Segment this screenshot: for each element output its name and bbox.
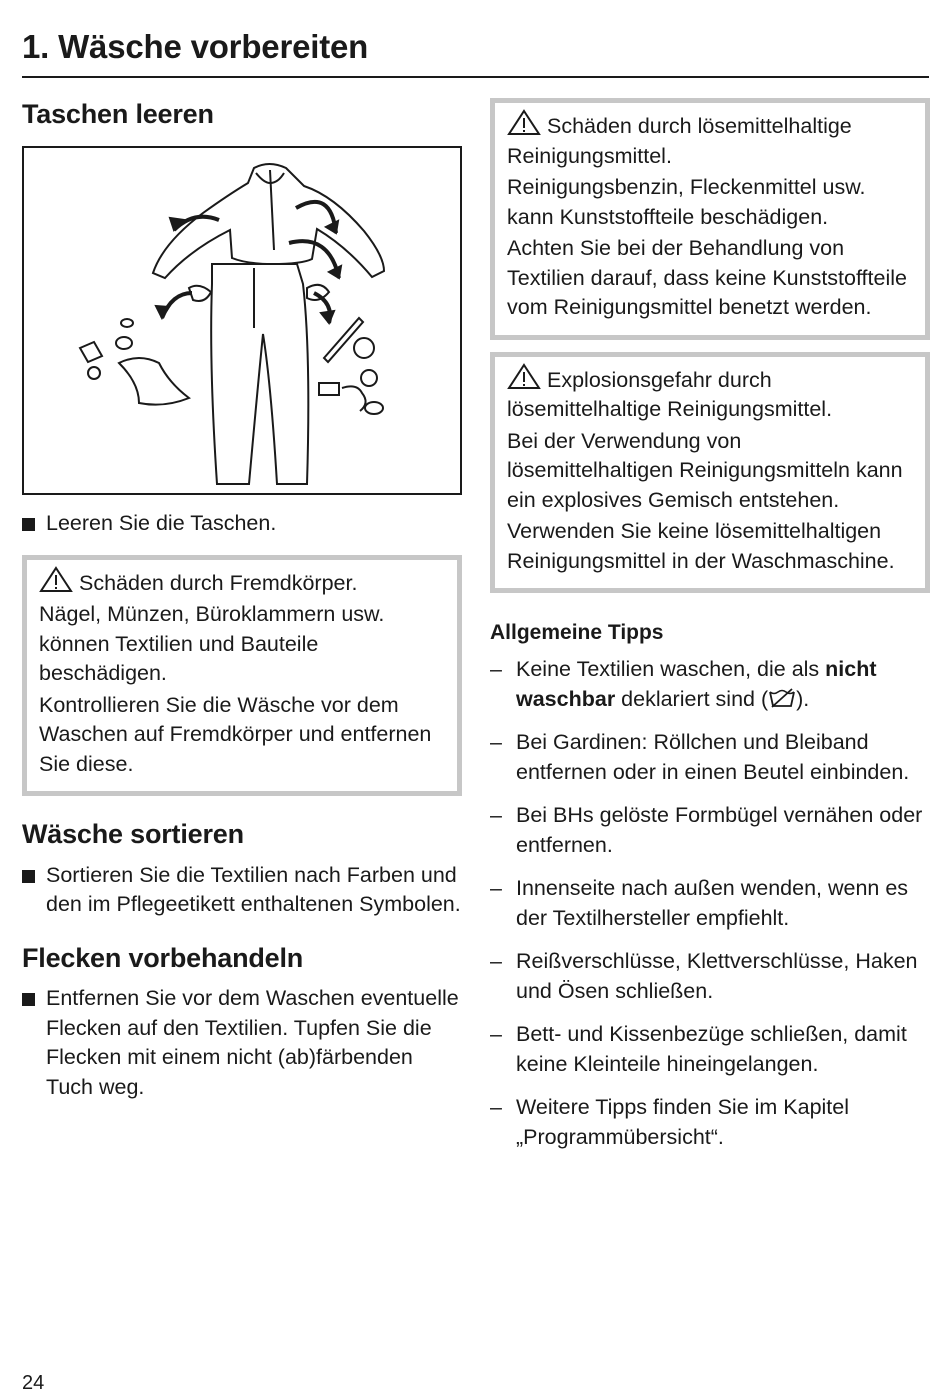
sort-instruction-text: Sortieren Sie die Textilien nach Farben und den im Pflegeetikett enthaltenen Symbolen.: [46, 862, 461, 917]
tip-item: – Innenseite nach außen wenden, wenn es der Textilhersteller empfiehlt.: [490, 876, 909, 930]
warning-foreign-line-1: Nägel, Münzen, Büroklammern usw. können Textilien und Bauteile beschädigen.: [39, 602, 385, 686]
tip-item: – Bei BHs gelöste Formbügel vernähen oder entfernen.: [490, 803, 923, 857]
clothes-pockets-drawing: [24, 148, 460, 493]
tip-item: – Keine Textilien waschen, die als nicht waschbar deklariert sind ( ).: [490, 657, 877, 711]
page-title: 1. Wäsche vorbereiten: [22, 28, 369, 65]
do-not-wash-icon: [768, 688, 796, 708]
warning-foreign-title: Schäden durch Fremdkörper.: [79, 570, 358, 595]
tip-item: – Weitere Tipps finden Sie im Kapitel „Programmübersicht“.: [490, 1095, 850, 1149]
sort-heading: Wäsche sortieren: [22, 819, 244, 850]
stain-instruction-text: Entfernen Sie vor dem Waschen eventuelle Flecken auf den Textilien. Tupfen Sie die Flecken mit einem nicht (ab)färbenden Tuch weg.: [46, 986, 459, 1099]
warning-explosion-line-2: Verwenden Sie keine lösemittelhaltigen Reinigungsmittel in der Waschmaschine.: [507, 519, 895, 573]
bullet-square-icon: [22, 993, 35, 1006]
warning-triangle-icon: [39, 566, 73, 593]
pockets-instruction: [22, 509, 462, 539]
warning-solvent-line-2: Achten Sie bei der Behandlung von Textilien darauf, dass keine Kunststoffteile vom Reinigungsmittel benetzt werden.: [507, 236, 907, 319]
warning-solvent-damage: [490, 98, 930, 340]
stain-heading: Flecken vorbehandeln: [22, 942, 304, 973]
warning-solvent-line-1: Reinigungsbenzin, Fleckenmittel usw. kann Kunststoffteile beschädigen.: [507, 175, 866, 229]
stain-instruction: [22, 984, 462, 1102]
sort-instruction: [22, 861, 462, 920]
warning-explosion-line-1: Bei der Verwendung von lösemittelhaltigen Reinigungsmitteln kann ein explosives Gemisch entstehen.: [507, 428, 903, 512]
tip-item: – Reißverschlüsse, Klettverschlüsse, Haken und Ösen schließen.: [490, 949, 918, 1003]
pockets-heading: Taschen leeren: [22, 99, 214, 129]
page-number: 24: [22, 1372, 45, 1394]
title-rule: [22, 76, 929, 78]
bullet-square-icon: [22, 518, 35, 531]
warning-explosion: [490, 352, 930, 594]
warning-foreign-objects: [22, 555, 462, 797]
empty-pockets-illustration: [22, 146, 462, 495]
right-column: [490, 98, 930, 1166]
pockets-instruction-text: Leeren Sie die Taschen.: [46, 511, 277, 536]
tip-item: – Bett- und Kissenbezüge schließen, damit keine Kleinteile hineingelangen.: [490, 1022, 907, 1076]
warning-solvent-title: Schäden durch lösemittelhaltige Reinigungsmittel.: [507, 114, 852, 168]
warning-triangle-icon: [507, 363, 541, 390]
tips-heading: Allgemeine Tipps: [490, 621, 664, 644]
warning-foreign-line-2: Kontrollieren Sie die Wäsche vor dem Waschen auf Fremdkörper und entfernen Sie diese.: [39, 692, 432, 776]
warning-explosion-title: Explosionsgefahr durch lösemittelhaltige Reinigungsmittel.: [507, 367, 833, 421]
tip-bold-text: nicht waschbar: [516, 657, 877, 711]
left-column: [22, 98, 462, 1102]
warning-triangle-icon: [507, 109, 541, 136]
tip-item: – Bei Gardinen: Röllchen und Bleiband entfernen oder in einen Beutel einbinden.: [490, 730, 910, 784]
bullet-square-icon: [22, 870, 35, 883]
tips-list: [490, 655, 930, 1152]
